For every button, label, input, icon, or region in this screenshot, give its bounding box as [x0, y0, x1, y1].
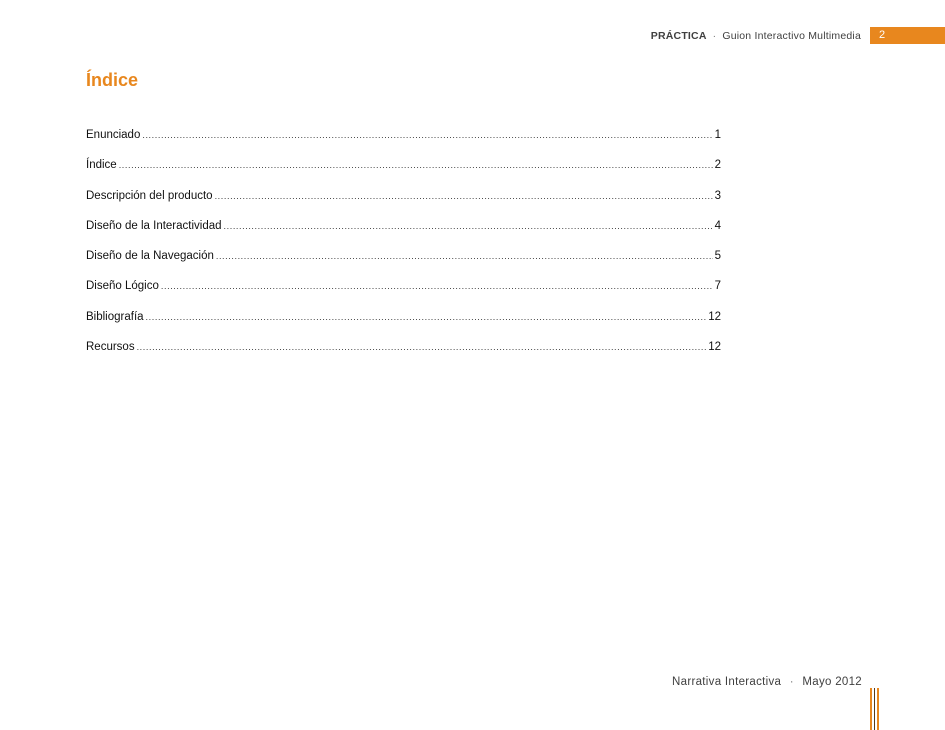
toc-dot-leader [142, 130, 712, 140]
toc-dot-leader [161, 281, 713, 291]
toc-entry-page: 12 [708, 310, 721, 323]
toc-dot-leader [146, 312, 707, 322]
toc-entry-label: Enunciado [86, 129, 141, 141]
toc-dot-leader [137, 342, 707, 352]
toc-dot-leader [215, 191, 713, 201]
footer-decorative-bars [870, 688, 882, 730]
toc-entry-label: Diseño Lógico [86, 280, 159, 293]
toc-entry[interactable] [86, 341, 721, 371]
page-footer [672, 676, 862, 688]
toc-entry-label: Diseño de la Navegación [86, 250, 214, 263]
toc-entry-label: Recursos [86, 341, 135, 354]
table-of-contents [86, 129, 721, 371]
toc-entry-label: Índice [86, 159, 117, 172]
toc-entry[interactable] [86, 280, 721, 310]
toc-entry[interactable] [86, 220, 721, 250]
toc-entry-page: 3 [714, 189, 721, 202]
toc-entry[interactable] [86, 190, 721, 220]
toc-entry-page: 7 [714, 280, 721, 293]
toc-entry-page: 1 [714, 129, 721, 141]
footer-bar [870, 688, 872, 730]
toc-entry[interactable] [86, 311, 721, 341]
page-title: Índice [86, 70, 139, 90]
toc-entry[interactable] [86, 250, 721, 280]
toc-entry-page: 2 [714, 159, 721, 172]
footer-course: Narrativa Interactiva [672, 676, 782, 688]
header-section: PRÁCTICA [650, 29, 707, 42]
page-number-tab: 2 [870, 27, 945, 44]
toc-entry-label: Diseño de la Interactividad [86, 219, 222, 232]
toc-entry-label: Descripción del producto [86, 189, 213, 202]
toc-entry-page: 4 [714, 219, 721, 232]
toc-entry-page: 5 [714, 250, 721, 263]
footer-bar [877, 688, 879, 730]
footer-bar [874, 688, 875, 730]
footer-separator: · [789, 676, 794, 688]
toc-dot-leader [119, 160, 713, 170]
toc-entry[interactable] [86, 129, 721, 159]
toc-entry-label: Bibliografía [86, 310, 144, 323]
footer-date: Mayo 2012 [802, 676, 862, 688]
header-separator: · [712, 29, 717, 42]
toc-dot-leader [216, 251, 713, 261]
page-header [651, 27, 945, 44]
toc-entry-page: 12 [708, 341, 721, 354]
header-doc-title: Guion Interactivo Multimedia [722, 29, 861, 42]
toc-entry[interactable] [86, 159, 721, 189]
toc-dot-leader [224, 221, 713, 231]
